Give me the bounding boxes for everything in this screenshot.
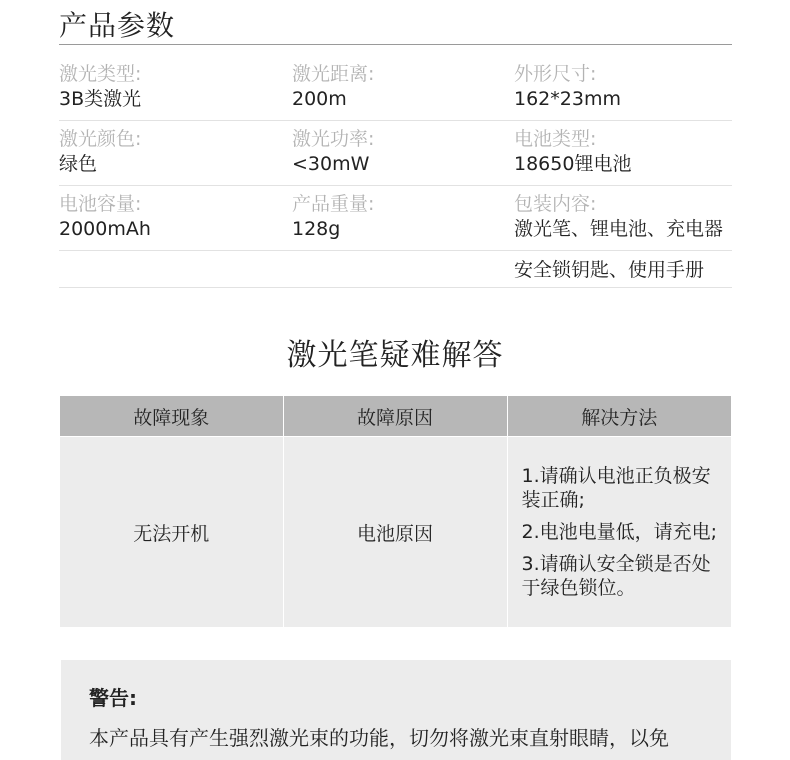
spec-cell-laser-type [59,62,141,112]
title-divider [59,44,732,45]
solution-item: 2.电池电量低，请充电; [521,521,718,543]
spec-label: 电池容量: [59,193,142,215]
spec-value: 3B类激光 [59,88,142,110]
spec-value: 2000mAh [59,218,151,240]
warning-text: 本产品具有产生强烈激光束的功能，切勿将激光束直射眼睛，以免 [89,726,669,750]
solution-list [508,464,732,600]
spec-value: 162*23mm [514,88,621,110]
warning-box [61,660,731,760]
spec-cell-laser-range [292,62,374,112]
spec-row [59,186,732,251]
spec-value: 128g [292,218,341,240]
spec-label: 外形尺寸: [514,63,597,85]
spec-row [59,121,732,186]
faq-symptom: 无法开机 [60,437,283,628]
spec-value: 激光笔、锂电池、充电器 [514,218,724,240]
spec-label: 电池类型: [514,128,597,150]
solution-item: 1.请确认电池正负极安装正确; [521,465,711,511]
spec-label: 激光颜色: [59,128,142,150]
package-extra-value: 安全锁钥匙、使用手册 [514,259,705,281]
spec-label: 激光功率: [292,128,375,150]
header-solution: 解决方法 [507,396,731,437]
spec-label: 产品重量: [292,193,375,215]
spec-cell-battery-type [514,127,631,177]
faq-table [60,396,731,627]
warning-title: 警告: [89,686,137,710]
spec-cell-weight [292,192,374,242]
faq-header-row [60,396,731,437]
spec-label: 激光距离: [292,63,375,85]
spec-row [59,56,732,121]
spec-cell-battery-capacity [59,192,151,242]
spec-label: 激光类型: [59,63,142,85]
spec-value: 绿色 [59,153,98,175]
spec-cell-package [514,192,723,242]
spec-row-package-extra [59,251,732,288]
header-cause: 故障原因 [283,396,507,437]
spec-cell-laser-color [59,127,141,177]
table-row [60,437,731,628]
spec-table [59,56,732,288]
spec-cell-laser-power [292,127,374,177]
faq-cause: 电池原因 [283,437,507,628]
faq-title: 激光笔疑难解答 [286,338,504,373]
faq-solutions [507,437,731,628]
spec-label: 包装内容: [514,193,597,215]
spec-cell-dimensions [514,62,621,112]
spec-value: <30mW [292,153,370,175]
spec-value: 18650锂电池 [514,153,632,175]
spec-value: 200m [292,88,347,110]
solution-item: 3.请确认安全锁是否处于绿色锁位。 [521,553,711,599]
header-symptom: 故障现象 [60,396,283,437]
product-params-title: 产品参数 [59,9,176,42]
